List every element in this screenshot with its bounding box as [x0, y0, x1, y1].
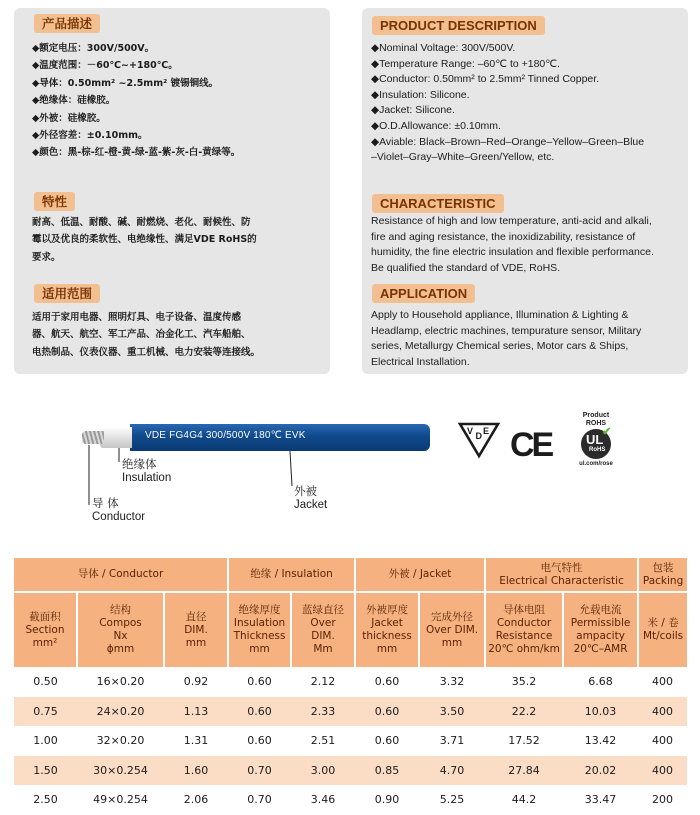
paragraph-line: fire and aging resistance, the inoxidizability, resistance of [371, 230, 636, 243]
spec-line: ◆Conductor: 0.50mm² to 2.5mm² Tinned Copper. [371, 73, 600, 86]
characteristic-en-heading: CHARACTERISTIC [372, 194, 504, 213]
table-cell: 30×0.254 [77, 756, 164, 786]
col-header-section: 截面积 Section mm² [14, 592, 77, 667]
spec-line: ◆Insulation: Silicone. [371, 88, 470, 101]
col-header-ampacity: 允载电流 Permissible ampacity 20℃–AMR [563, 592, 638, 667]
spec-line: ◆Jacket: Silicone. [371, 104, 455, 117]
spec-line: ◆额定电压：300V/500V。 [32, 43, 155, 54]
table-cell: 1.50 [14, 756, 77, 786]
table-group-header-row [14, 558, 687, 592]
svg-text:E: E [483, 426, 490, 436]
table-cell: 3.00 [291, 756, 355, 786]
paragraph-line: Electrical Installation. [371, 355, 470, 368]
product-description-cn-heading: 产品描述 [34, 14, 100, 33]
col-header-jacket-thickness: 外被厚度 Jacket thickness mm [355, 592, 419, 667]
table-cell: 0.92 [183, 675, 209, 689]
jacket-callout [294, 484, 327, 512]
table-cell: 49×0.254 [93, 793, 148, 807]
table-cell: 2.33 [291, 697, 355, 727]
table-cell: 0.60 [247, 734, 272, 748]
col-header-conductor-resistance: 导体电阻 Conductor Resistance 20℃ ohm/km [485, 592, 563, 667]
electrical-group-header-en: Electrical Characteristic [499, 574, 624, 587]
table-cell: 17.52 [508, 734, 540, 748]
paragraph-line: Apply to Household appliance, Illumination & Lighting & [371, 309, 629, 321]
table-cell: 6.68 [588, 675, 613, 689]
ul-circle-text: UL [586, 432, 604, 447]
col-header-insulation-over-dim: 蓝绿直径 Over DIM. Mm [291, 592, 355, 667]
product-description-en-heading: PRODUCT DESCRIPTION [372, 16, 545, 35]
table-cell: 0.90 [374, 793, 400, 807]
col-header-packing: 米 / 卷 Mt/coils [638, 592, 687, 667]
jacket-group-header: 外被 / Jacket [355, 558, 485, 592]
paragraph-line: 要求。 [32, 251, 61, 263]
table-cell: 2.51 [310, 734, 336, 748]
packing-group-header-en: Packing [642, 574, 684, 587]
paragraph-line: 耐高、低温、耐酸、碱、耐燃烧、老化、耐候性、防 [32, 217, 251, 228]
table-body [14, 667, 687, 815]
conductor-callout-en: Conductor [92, 511, 146, 523]
jacket-callout-cn: 外被 [294, 484, 317, 498]
vde-logo [456, 420, 502, 460]
table-row [14, 726, 687, 756]
paragraph-line: Resistance of high and low temperature, anti-acid and alkali, [371, 215, 652, 227]
table-cell: 44.2 [511, 793, 537, 807]
spec-line: ◆Temperature Range: –60℃ to +180℃. [371, 57, 560, 70]
spec-line: ◆颜色：黑-棕-红-橙-黄-绿-蓝-紫-灰-白-黄绿等。 [32, 147, 241, 159]
table-cell: 1.13 [164, 697, 228, 727]
table-cell: 16×0.20 [96, 675, 145, 689]
paragraph-line: 电热制品、仪表仪器、重工机械、电力安装等连接线。 [32, 346, 261, 358]
table-cell: 2.50 [33, 793, 58, 807]
svg-text:V: V [467, 426, 474, 436]
table-row [14, 785, 687, 815]
table-cell: 0.60 [228, 697, 291, 727]
paragraph-line: 器、航天、航空、军工产品、冶金化工、汽车船舶、 [32, 329, 251, 341]
table-column-header-row [14, 592, 687, 667]
paragraph-line: 适用于家用电器、照明灯具、电子设备、温度传感 [32, 312, 242, 323]
table-cell: 2.12 [310, 675, 336, 689]
col-header-conductor-dim: 直径 DIM. mm [164, 592, 228, 667]
table-cell: 0.60 [374, 734, 400, 748]
table-cell: 0.70 [228, 756, 291, 786]
table-cell: 22.2 [485, 697, 563, 727]
table-cell: 1.31 [183, 734, 209, 748]
packing-group-header [638, 558, 687, 592]
spec-line: ◆Nominal Voltage: 300V/500V. [371, 42, 516, 54]
packing-group-header-cn: 包装 [652, 561, 674, 574]
spec-line: ◆Aviable: Black–Brown–Red–Orange–Yellow–Green–Blue [371, 135, 645, 148]
paragraph-line: series, Metallurgy Chemical series, Motor cars & Ships, [371, 340, 629, 353]
ul-circle-icon [581, 426, 612, 459]
table-cell: 0.70 [247, 793, 272, 807]
spec-line: ◆O.D.Allowance: ±0.10mm. [371, 119, 501, 132]
table-cell: 2.06 [183, 793, 209, 807]
spec-line: –Violet–Gray–White–Green/Yellow, etc. [371, 151, 555, 164]
table-cell: 400 [638, 756, 687, 786]
table-cell: 3.32 [439, 675, 465, 689]
table-cell: 0.50 [33, 675, 58, 689]
table-cell: 3.50 [419, 697, 485, 727]
conductor-group-header: 导体 / Conductor [14, 558, 228, 592]
spec-line: ◆外被：硅橡胶。 [32, 112, 106, 124]
col-header-insulation-thickness: 绝缘厚度 Insulation Thickness mm [228, 592, 291, 667]
application-en-heading: APPLICATION [372, 284, 475, 303]
table-cell: 33.47 [584, 793, 617, 807]
table-cell: 5.25 [439, 793, 465, 807]
col-header-composition: 结构 Compos Nx ϕmm [77, 592, 164, 667]
table-cell: 20.02 [563, 756, 638, 786]
insulation-callout [122, 457, 171, 485]
table-cell: 0.85 [355, 756, 419, 786]
electrical-group-header [485, 558, 638, 592]
conductor-callout [92, 496, 145, 524]
table-cell: 0.75 [14, 697, 77, 727]
cable-print-text: VDE FG4G4 300/500V 180℃ EVK [145, 430, 306, 441]
paragraph-line: Be qualified the standard of VDE, RoHS. [371, 261, 561, 274]
table-cell: 32×0.20 [96, 734, 145, 748]
ul-rohs-logo [570, 412, 622, 467]
table-cell: 10.03 [563, 697, 638, 727]
table-cell: 400 [652, 734, 674, 748]
table-row [14, 697, 687, 727]
table-cell: 13.42 [584, 734, 617, 748]
characteristic-cn-heading: 特性 [34, 192, 75, 211]
conductor-callout-cn: 导 体 [92, 496, 119, 510]
table-cell: 24×0.20 [77, 697, 164, 727]
spec-line: ◆温度范围：－60℃~+180℃。 [32, 60, 178, 72]
spec-line: ◆外径容差：±0.10mm。 [32, 130, 148, 142]
svg-text:D: D [475, 431, 482, 441]
col-header-over-dim: 完成外径 Over DIM. mm [419, 592, 485, 667]
table-cell: 1.00 [33, 734, 58, 748]
table-cell: 1.60 [164, 756, 228, 786]
spec-line: ◆导体：0.50mm² ~2.5mm² 镀锡铜线。 [32, 77, 219, 89]
electrical-group-header-cn: 电气特性 [540, 561, 583, 574]
table-cell: 4.70 [419, 756, 485, 786]
table-cell: 0.60 [374, 675, 400, 689]
table-cell: 0.60 [355, 697, 419, 727]
paragraph-line: Headlamp, electric machines, tempurature sensor, Military [371, 324, 642, 337]
paragraph-line: 霉以及优良的柔软性、电绝缘性、满足VDE RoHS的 [32, 234, 257, 246]
ul-rohs-logo-top-1: Product [582, 412, 610, 419]
table-cell: 400 [638, 697, 687, 727]
application-cn-heading: 适用范围 [34, 284, 100, 303]
table-cell: 3.71 [439, 734, 465, 748]
table-cell: 200 [652, 793, 674, 807]
spec-line: ◆绝缘体：硅橡胶。 [32, 95, 116, 107]
insulation-callout-cn: 绝缘体 [122, 457, 157, 471]
specification-table [14, 558, 687, 815]
ul-rohs-logo-top-2: ROHS [585, 420, 607, 427]
jacket-callout-en: Jacket [294, 499, 328, 511]
paragraph-line: humidity, the fine electric insulation and flexible performance. [371, 246, 654, 259]
insulation-group-header: 绝缘 / Insulation [228, 558, 355, 592]
ce-mark-logo: CE [510, 426, 552, 464]
ul-circle-rohs: RoHS [589, 447, 606, 453]
ul-rohs-logo-bottom: ul.com/rose [579, 461, 613, 467]
table-row [14, 667, 687, 697]
table-cell: 3.46 [310, 793, 336, 807]
table-cell: 35.2 [511, 675, 537, 689]
table-cell: 400 [652, 675, 674, 689]
table-row [14, 756, 687, 786]
table-cell: 27.84 [485, 756, 563, 786]
insulation-callout-en: Insulation [122, 472, 172, 484]
table-cell: 0.60 [247, 675, 272, 689]
check-icon: ✔ [602, 426, 612, 438]
